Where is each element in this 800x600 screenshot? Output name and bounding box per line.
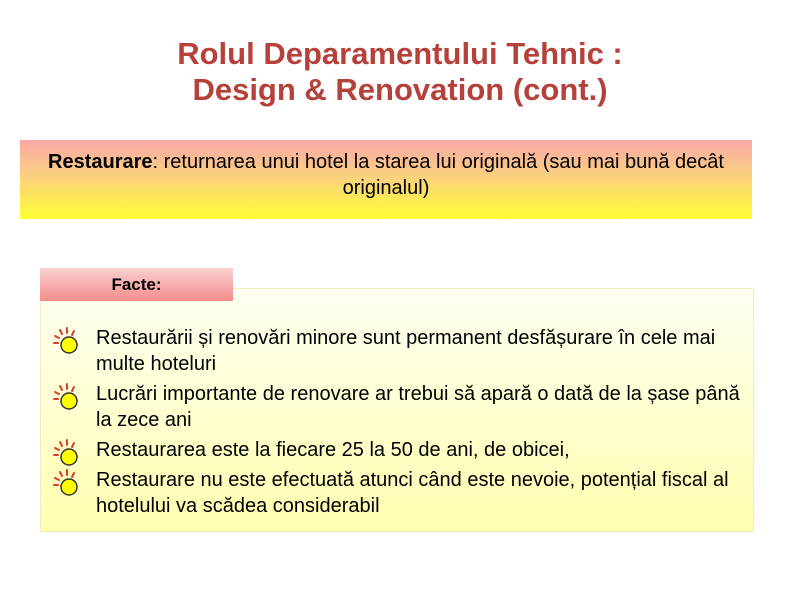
- slide-title: [0, 36, 800, 108]
- slide-title-line-1: Rolul Deparamentului Tehnic :: [177, 36, 623, 71]
- list-item: [52, 381, 752, 433]
- list-item: [52, 325, 752, 377]
- fact-text: Restaurării și renovări minore sunt permanent desfășurare în cele mai multe hoteluri: [96, 327, 716, 375]
- definition-box: [20, 140, 752, 219]
- list-item: [52, 467, 752, 519]
- fact-text: Lucrări importante de renovare ar trebui să apară o dată de la șase până la zece ani: [96, 383, 740, 431]
- sun-bullet-icon: [52, 327, 82, 357]
- definition-term: Restaurare: [48, 151, 153, 173]
- sun-bullet-icon: [52, 383, 82, 413]
- fact-text: Restaurare nu este efectuată atunci când este nevoie, potențial fiscal al hotelului va scădea considerabil: [96, 469, 729, 517]
- facts-list: [52, 325, 752, 523]
- sun-bullet-icon: [52, 439, 82, 469]
- definition-text: : returnarea unui hotel la starea lui originală (sau mai bună decât originalul): [152, 151, 724, 199]
- sun-bullet-icon: [52, 469, 82, 499]
- fact-text: Restaurarea este la fiecare 25 la 50 de ani, de obicei,: [96, 439, 570, 461]
- list-item: [52, 437, 752, 463]
- facts-tab-label: Facte:: [40, 268, 233, 301]
- slide-title-line-2: Design & Renovation (cont.): [192, 72, 608, 107]
